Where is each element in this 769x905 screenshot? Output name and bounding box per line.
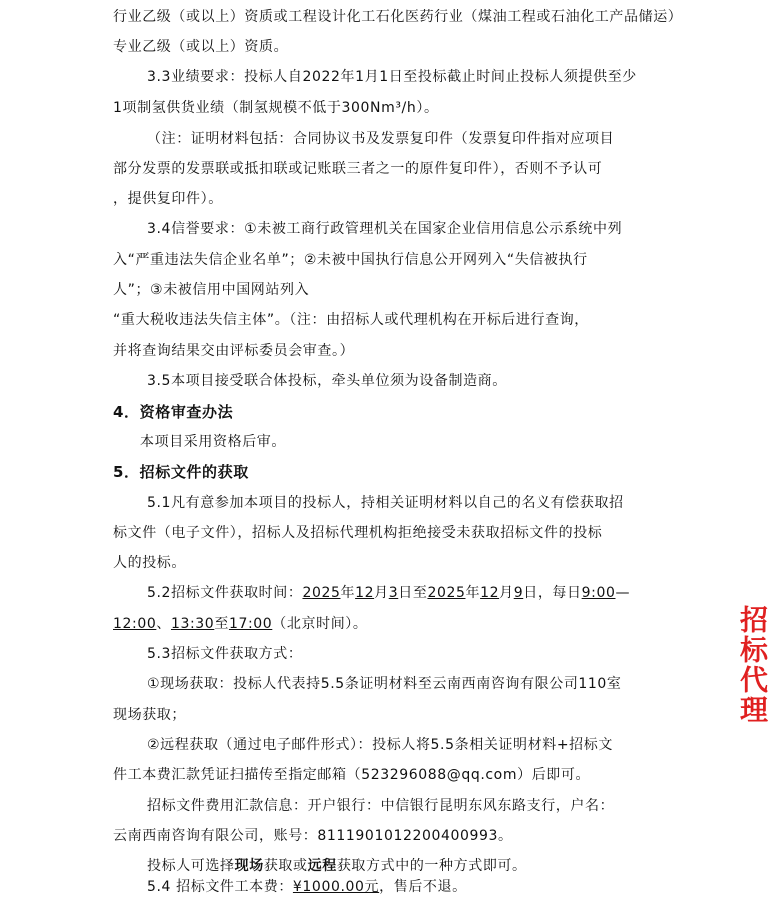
text-run: 年 [465,585,481,601]
text-line-get-time-cont [113,615,368,633]
text-run: 5.2招标文件获取时间： [147,585,303,601]
underlined-value: ¥1000.00元 [292,879,380,895]
text-run: 、 [156,616,171,632]
text-line: 5.3招标文件获取方式： [147,646,303,662]
text-line: 入“严重违法失信企业名单”；②未被中国执行信息公开网列入“失信被执行 [113,252,588,268]
text-line: 本项目采用资格后审。 [140,434,286,450]
text-line: ①现场获取：投标人代表持5.5条证明材料至云南西南咨询有限公司110室 [147,676,622,692]
text-line: 件工本费汇款凭证扫描传至指定邮箱（523296088@qq.com）后即可。 [113,767,591,783]
bold-text: 现场 [234,858,264,874]
text-line: 3.5本项目接受联合体投标，牵头单位须为设备制造商。 [147,373,507,389]
text-line: （注：证明材料包括：合同协议书及发票复印件（发票复印件指对应项目 [147,131,615,147]
text-run: 获取或 [263,858,308,874]
text-line: 标文件（电子文件），招标人及招标代理机构拒绝接受未获取招标文件的投标 [113,525,603,541]
stamp-text: 招标代理 [736,605,769,725]
text-line: 行业乙级（或以上）资质或工程设计化工石化医药行业（煤油工程或石油化工产品储运） [113,9,683,25]
text-line: 3.3业绩要求：投标人自2022年1月1日至投标截止时间止投标人须提供至少 [147,69,637,85]
text-run: 月 [499,585,514,601]
text-line-method [147,857,527,875]
section-heading: 4．资格审查办法 [113,403,234,421]
text-line: 云南西南咨询有限公司，账号：8111901012200400993。 [113,828,513,844]
text-line: “重大税收违法失信主体”。（注：由招标人或代理机构在开标后进行查询， [113,312,589,328]
underlined-value: 2025 [427,585,466,601]
bold-text: 远程 [307,858,337,874]
underlined-value: 9:00 [581,585,616,601]
underlined-value: 12:00 [113,616,157,632]
red-seal-stamp [735,605,769,755]
text-run: 投标人可选择 [147,858,235,874]
text-line: 1项制氢供货业绩（制氢规模不低于300Nm³/h）。 [113,100,439,116]
text-line: 部分发票的发票联或抵扣联或记账联三者之一的原件复印件），否则不予认可 [113,161,603,177]
underlined-value: 2025 [302,585,341,601]
text-run: 5.4 招标文件工本费： [147,879,293,895]
underlined-value: 17:00 [228,616,273,632]
underlined-value: 9 [513,585,524,601]
text-line: ②远程获取（通过电子邮件形式）：投标人将5.5条相关证明材料+招标文 [147,737,613,753]
text-run: 日，每日 [523,585,582,601]
underlined-value: 3 [388,585,399,601]
text-line: 并将查询结果交由评标委员会审查。） [113,343,355,359]
text-run: ，售后不退。 [379,879,467,895]
text-line: 人”；③未被信用中国网站列入 [113,282,310,298]
text-line: ，提供复印件）。 [113,191,223,207]
text-line: 3.4信誉要求：①未被工商行政管理机关在国家企业信用信息公示系统中列 [147,221,623,237]
text-run: 获取方式中的一种方式即可。 [336,858,527,874]
text-run: — [615,585,631,601]
text-run: 日至 [398,585,428,601]
section-heading: 5．招标文件的获取 [113,463,249,481]
text-line: 招标文件费用汇款信息：开户银行：中信银行昆明东风东路支行，户名： [147,798,615,814]
text-line: 现场获取； [113,707,186,723]
text-line-get-time [147,584,630,602]
text-line-fee [147,878,467,896]
text-line: 5.1凡有意参加本项目的投标人，持相关证明材料以自己的名义有偿获取招 [147,495,624,511]
underlined-value: 13:30 [170,616,215,632]
text-line: 专业乙级（或以上）资质。 [113,39,289,55]
text-run: 年 [340,585,356,601]
underlined-value: 12 [355,585,375,601]
text-run: 月 [374,585,389,601]
underlined-value: 12 [480,585,500,601]
text-run: 至 [214,616,229,632]
text-line: 人的投标。 [113,555,186,571]
text-run: （北京时间）。 [272,616,368,632]
